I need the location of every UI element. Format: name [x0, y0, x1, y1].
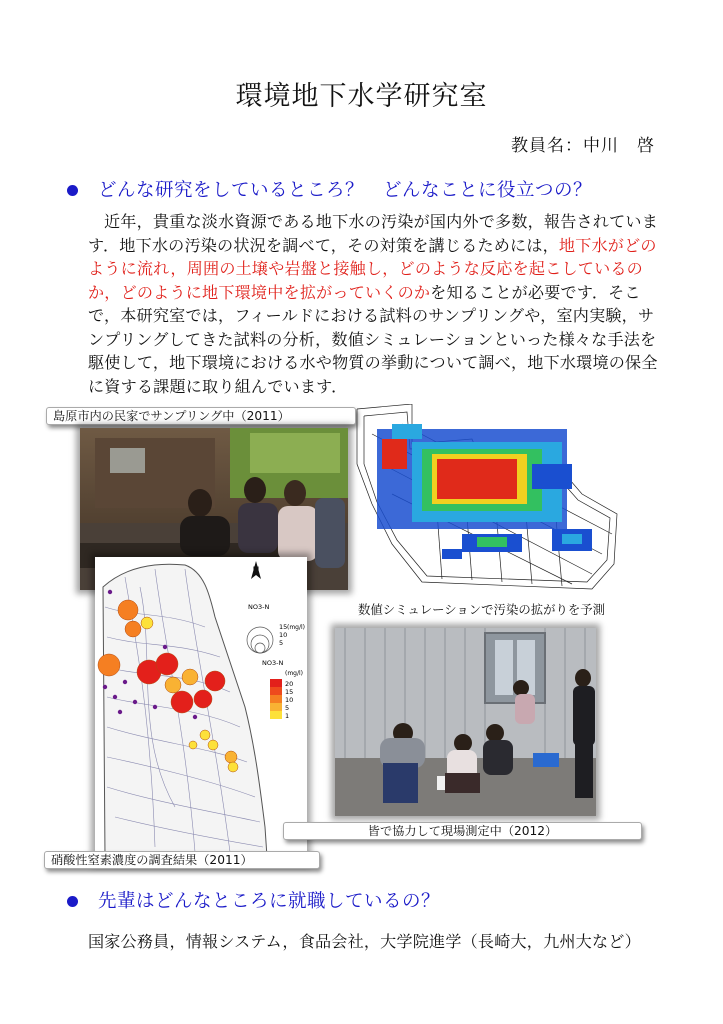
legend-color-title: NO3-N [262, 659, 284, 667]
simulation-image [352, 404, 624, 592]
section-career-heading: 先輩はどんなところに就職しているの？ [98, 891, 441, 912]
legend-color-swatch [270, 703, 282, 711]
bullet-icon [67, 896, 78, 907]
description-text-2: を知ることが必要です．そこで，本研究室では，フィールドにおける試料のサンプリングや，室内実験，サンプリングしてきた試料の分析，数値シミュレーションといった様々な手法を駆使して，地下環境における水や物質の挙動について調べ，地下水環境の保全に資する課題に取り組んでいます． [88, 282, 658, 396]
legend-color-swatch [270, 679, 282, 687]
simulation-graphic [352, 404, 624, 592]
legend-color-swatch [270, 711, 282, 719]
page-title: 環境地下水学研究室 [235, 81, 488, 112]
legend-size-5: 5 [279, 639, 284, 647]
legend-color-swatch [270, 695, 282, 703]
photo-field [335, 628, 596, 816]
section-research-heading: どんな研究をしているところ？ どんなことに役立つの？ [98, 180, 593, 201]
legend-color-label: 15 [285, 688, 294, 696]
research-description [88, 210, 658, 398]
legend-size-15: 15 [279, 623, 288, 631]
nitrate-map-graphic [95, 557, 307, 863]
legend-color-label: 20 [285, 680, 294, 688]
legend-color-swatch [270, 687, 282, 695]
bullet-icon [67, 185, 78, 196]
caption-sampling: 島原市内の民家でサンプリング中（2011） [46, 407, 356, 425]
description-text-1: 近年，貴重な淡水資源である地下水の汚染が国内外で多数，報告されています．地下水の汚染の状況を調べて，その対策を講じるためには， [88, 212, 658, 255]
description-highlight: 地下水がどのように流れ，周囲の土壌や岩盤と接触し，どのような反応を起こしているのか，どのように地下環境中を拡がっていくのか [88, 235, 657, 302]
caption-field: 皆で協力して現場測定中（2012） [283, 822, 642, 840]
career-list: 国家公務員，情報システム，食品会社，大学院進学（長崎大，九州大など） [88, 932, 641, 951]
caption-simulation: 数値シミュレーションで汚染の拡がりを予測 [358, 602, 606, 617]
legend-color-label: 10 [285, 696, 294, 704]
legend-size-unit: (mg/l) [287, 624, 306, 631]
legend-color-unit: (mg/l) [285, 670, 304, 677]
caption-nitrate: 硝酸性窒素濃度の調査結果（2011） [44, 851, 320, 869]
legend-size-10: 10 [279, 631, 288, 639]
nitrate-map [95, 557, 307, 863]
teacher-name: 教員名：中川 啓 [511, 136, 655, 156]
legend-size-title: NO3-N [248, 603, 270, 611]
photo-field-image [335, 628, 596, 816]
legend-color-label: 1 [285, 712, 290, 720]
legend-color-label: 5 [285, 704, 290, 712]
